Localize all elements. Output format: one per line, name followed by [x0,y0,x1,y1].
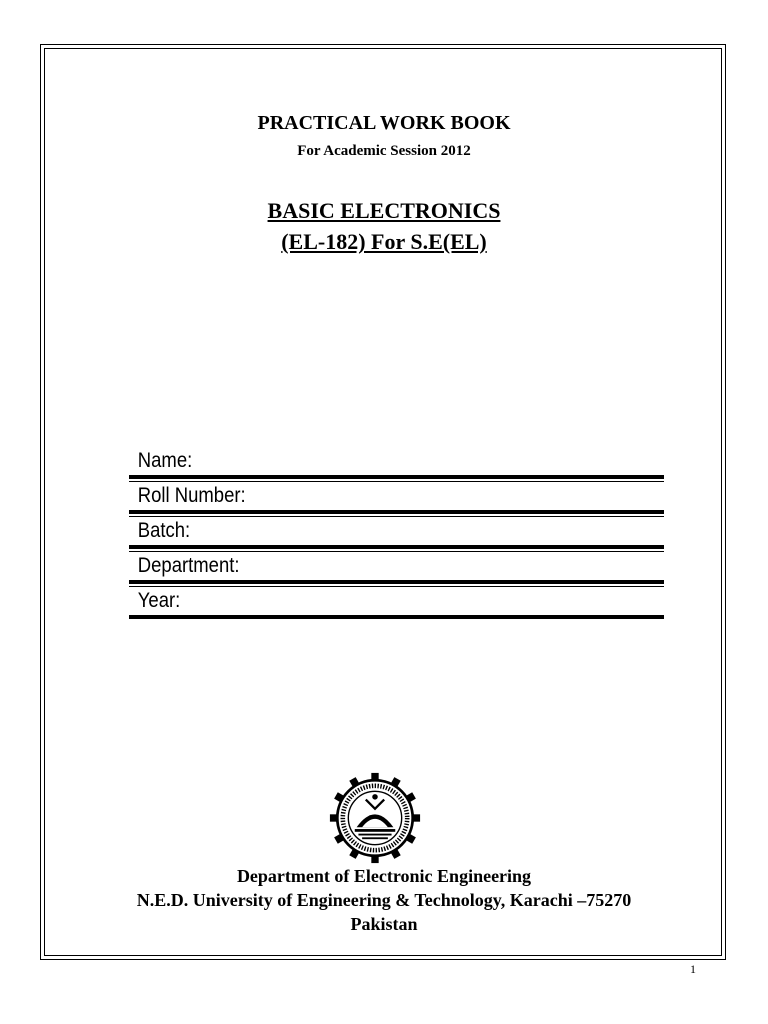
university-seal-icon [329,772,421,864]
batch-field-line[interactable] [129,545,664,552]
department-field-line[interactable] [129,580,664,587]
year-field-label: Year: [137,589,181,612]
student-info-form [129,447,664,619]
department-field-label: Department: [137,554,240,577]
department-name: Department of Electronic Engineering [236,866,532,886]
name-field-line[interactable] [129,475,664,482]
workbook-title: PRACTICAL WORK BOOK [257,112,511,134]
roll-number-field-label: Roll Number: [137,484,246,507]
year-field-line[interactable] [129,615,664,619]
roll-number-field-line[interactable] [129,510,664,517]
name-field-label: Name: [137,449,193,472]
page-number: 1 [690,962,696,976]
university-name: N.E.D. University of Engineering & Technology, Karachi –75270 [136,890,632,910]
academic-session: For Academic Session 2012 [297,143,471,159]
course-code: (EL-182) For S.E(EL) [281,229,487,254]
country-name: Pakistan [350,914,418,934]
batch-field-label: Batch: [137,519,191,542]
course-title: BASIC ELECTRONICS [267,198,501,223]
